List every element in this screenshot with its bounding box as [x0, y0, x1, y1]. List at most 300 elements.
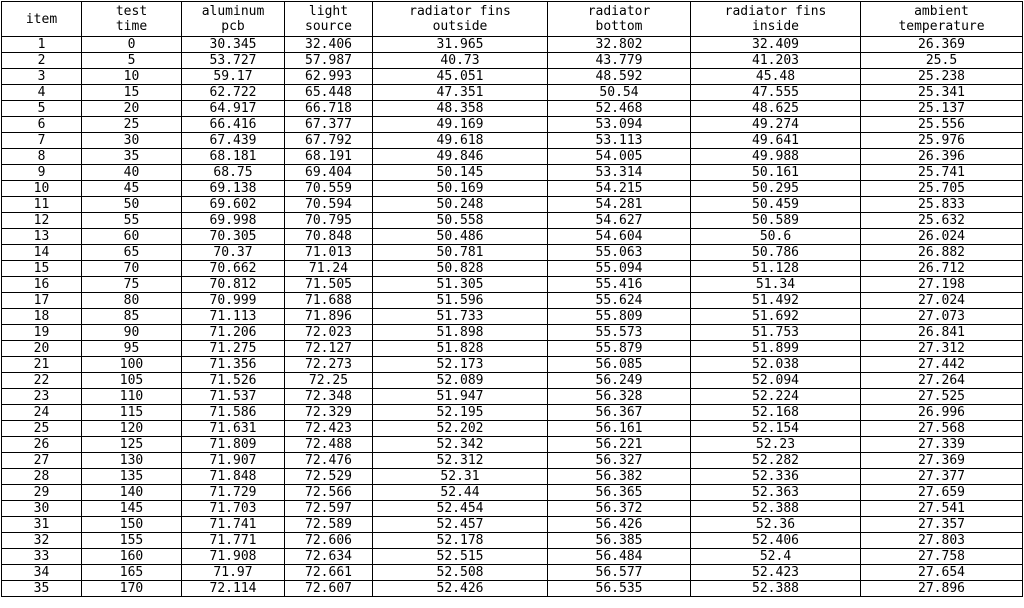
cell-item: 22	[2, 373, 82, 389]
cell-light-source: 67.792	[285, 133, 373, 149]
cell-aluminum-pcb: 71.586	[182, 405, 285, 421]
cell-test-time: 15	[82, 85, 182, 101]
cell-radiator-fins-inside: 52.406	[691, 533, 861, 549]
cell-item: 2	[2, 53, 82, 69]
cell-radiator-fins-outside: 52.312	[373, 453, 548, 469]
cell-radiator-fins-inside: 51.899	[691, 341, 861, 357]
cell-light-source: 66.718	[285, 101, 373, 117]
cell-test-time: 125	[82, 437, 182, 453]
cell-ambient-temperature: 27.659	[861, 485, 1023, 501]
cell-test-time: 90	[82, 325, 182, 341]
cell-light-source: 72.329	[285, 405, 373, 421]
header-label: item	[25, 11, 58, 27]
cell-radiator-bottom: 56.372	[548, 501, 691, 517]
table-row	[2, 309, 1023, 325]
cell-test-time: 110	[82, 389, 182, 405]
header-label: aluminum	[201, 4, 265, 19]
cell-aluminum-pcb: 68.75	[182, 165, 285, 181]
table-row	[2, 117, 1023, 133]
cell-aluminum-pcb: 62.722	[182, 85, 285, 101]
header-test-time	[82, 2, 182, 37]
cell-radiator-bottom: 56.328	[548, 389, 691, 405]
cell-light-source: 72.25	[285, 373, 373, 389]
cell-radiator-fins-outside: 48.358	[373, 101, 548, 117]
cell-radiator-fins-inside: 50.161	[691, 165, 861, 181]
cell-radiator-fins-outside: 51.828	[373, 341, 548, 357]
table-row	[2, 469, 1023, 485]
cell-aluminum-pcb: 67.439	[182, 133, 285, 149]
cell-radiator-fins-inside: 52.168	[691, 405, 861, 421]
header-label: test	[115, 4, 148, 19]
cell-item: 8	[2, 149, 82, 165]
cell-radiator-fins-inside: 52.154	[691, 421, 861, 437]
cell-light-source: 72.634	[285, 549, 373, 565]
header-light-source	[285, 2, 373, 37]
cell-radiator-fins-inside: 52.282	[691, 453, 861, 469]
cell-radiator-bottom: 56.327	[548, 453, 691, 469]
cell-radiator-fins-inside: 52.23	[691, 437, 861, 453]
cell-radiator-bottom: 56.535	[548, 581, 691, 597]
cell-aluminum-pcb: 70.999	[182, 293, 285, 309]
cell-radiator-fins-inside: 51.692	[691, 309, 861, 325]
cell-item: 6	[2, 117, 82, 133]
table-row	[2, 405, 1023, 421]
cell-ambient-temperature: 27.896	[861, 581, 1023, 597]
cell-radiator-bottom: 54.604	[548, 229, 691, 245]
cell-aluminum-pcb: 68.181	[182, 149, 285, 165]
cell-radiator-bottom: 56.367	[548, 405, 691, 421]
table-row	[2, 101, 1023, 117]
cell-light-source: 32.406	[285, 37, 373, 53]
cell-radiator-fins-inside: 49.988	[691, 149, 861, 165]
cell-radiator-fins-outside: 50.486	[373, 229, 548, 245]
header-label: outside	[432, 19, 488, 34]
cell-ambient-temperature: 27.264	[861, 373, 1023, 389]
cell-radiator-fins-inside: 49.274	[691, 117, 861, 133]
cell-radiator-bottom: 56.221	[548, 437, 691, 453]
cell-radiator-fins-outside: 49.846	[373, 149, 548, 165]
cell-radiator-fins-outside: 45.051	[373, 69, 548, 85]
cell-radiator-bottom: 56.161	[548, 421, 691, 437]
cell-test-time: 45	[82, 181, 182, 197]
cell-aluminum-pcb: 71.908	[182, 549, 285, 565]
cell-ambient-temperature: 27.568	[861, 421, 1023, 437]
cell-item: 4	[2, 85, 82, 101]
header-label: temperature	[898, 19, 985, 34]
cell-radiator-fins-outside: 49.169	[373, 117, 548, 133]
cell-ambient-temperature: 26.841	[861, 325, 1023, 341]
cell-light-source: 68.191	[285, 149, 373, 165]
cell-item: 18	[2, 309, 82, 325]
cell-ambient-temperature: 25.741	[861, 165, 1023, 181]
cell-test-time: 75	[82, 277, 182, 293]
cell-radiator-fins-outside: 31.965	[373, 37, 548, 53]
cell-aluminum-pcb: 64.917	[182, 101, 285, 117]
cell-item: 16	[2, 277, 82, 293]
cell-light-source: 70.795	[285, 213, 373, 229]
cell-aluminum-pcb: 71.526	[182, 373, 285, 389]
cell-radiator-fins-outside: 50.828	[373, 261, 548, 277]
cell-radiator-fins-outside: 51.898	[373, 325, 548, 341]
cell-radiator-fins-inside: 50.786	[691, 245, 861, 261]
table-row	[2, 341, 1023, 357]
cell-light-source: 72.488	[285, 437, 373, 453]
cell-item: 1	[2, 37, 82, 53]
cell-aluminum-pcb: 30.345	[182, 37, 285, 53]
cell-radiator-fins-outside: 49.618	[373, 133, 548, 149]
table-row	[2, 181, 1023, 197]
cell-radiator-fins-outside: 52.202	[373, 421, 548, 437]
cell-item: 15	[2, 261, 82, 277]
cell-radiator-fins-inside: 49.641	[691, 133, 861, 149]
cell-light-source: 71.505	[285, 277, 373, 293]
table-header	[2, 2, 1023, 37]
cell-item: 17	[2, 293, 82, 309]
cell-light-source: 71.896	[285, 309, 373, 325]
cell-radiator-fins-inside: 51.128	[691, 261, 861, 277]
cell-radiator-fins-outside: 52.457	[373, 517, 548, 533]
table-row	[2, 549, 1023, 565]
cell-radiator-fins-outside: 47.351	[373, 85, 548, 101]
cell-light-source: 72.127	[285, 341, 373, 357]
cell-radiator-fins-inside: 52.094	[691, 373, 861, 389]
cell-radiator-fins-inside: 51.753	[691, 325, 861, 341]
cell-ambient-temperature: 27.073	[861, 309, 1023, 325]
cell-item: 20	[2, 341, 82, 357]
cell-aluminum-pcb: 71.206	[182, 325, 285, 341]
cell-radiator-bottom: 53.094	[548, 117, 691, 133]
cell-ambient-temperature: 25.556	[861, 117, 1023, 133]
header-label: pcb	[221, 19, 245, 34]
table-row	[2, 293, 1023, 309]
header-label: inside	[752, 19, 799, 34]
cell-item: 24	[2, 405, 82, 421]
cell-radiator-bottom: 56.385	[548, 533, 691, 549]
cell-radiator-fins-outside: 52.173	[373, 357, 548, 373]
cell-light-source: 72.423	[285, 421, 373, 437]
cell-ambient-temperature: 25.632	[861, 213, 1023, 229]
table-row	[2, 389, 1023, 405]
cell-item: 13	[2, 229, 82, 245]
cell-item: 5	[2, 101, 82, 117]
cell-radiator-fins-outside: 52.44	[373, 485, 548, 501]
table-row	[2, 277, 1023, 293]
cell-ambient-temperature: 27.312	[861, 341, 1023, 357]
cell-light-source: 72.023	[285, 325, 373, 341]
cell-radiator-fins-inside: 52.336	[691, 469, 861, 485]
cell-item: 26	[2, 437, 82, 453]
cell-radiator-bottom: 54.627	[548, 213, 691, 229]
cell-aluminum-pcb: 71.631	[182, 421, 285, 437]
cell-aluminum-pcb: 71.537	[182, 389, 285, 405]
cell-ambient-temperature: 27.357	[861, 517, 1023, 533]
cell-test-time: 40	[82, 165, 182, 181]
table-row	[2, 261, 1023, 277]
header-radiator-fins-outside	[373, 2, 548, 37]
table-row	[2, 53, 1023, 69]
cell-test-time: 60	[82, 229, 182, 245]
cell-aluminum-pcb: 71.741	[182, 517, 285, 533]
cell-item: 29	[2, 485, 82, 501]
cell-radiator-bottom: 50.54	[548, 85, 691, 101]
header-label: radiator fins	[724, 4, 827, 19]
header-radiator-bottom	[548, 2, 691, 37]
table-row	[2, 581, 1023, 597]
cell-ambient-temperature: 25.238	[861, 69, 1023, 85]
cell-radiator-fins-inside: 51.492	[691, 293, 861, 309]
cell-light-source: 71.013	[285, 245, 373, 261]
cell-test-time: 80	[82, 293, 182, 309]
cell-item: 14	[2, 245, 82, 261]
cell-test-time: 130	[82, 453, 182, 469]
cell-radiator-bottom: 55.094	[548, 261, 691, 277]
cell-radiator-bottom: 55.573	[548, 325, 691, 341]
cell-radiator-bottom: 56.484	[548, 549, 691, 565]
cell-radiator-fins-outside: 51.596	[373, 293, 548, 309]
header-radiator-fins-inside	[691, 2, 861, 37]
cell-item: 3	[2, 69, 82, 85]
cell-test-time: 150	[82, 517, 182, 533]
cell-radiator-fins-inside: 52.423	[691, 565, 861, 581]
table-row	[2, 37, 1023, 53]
cell-radiator-bottom: 54.005	[548, 149, 691, 165]
cell-radiator-bottom: 55.063	[548, 245, 691, 261]
cell-radiator-bottom: 56.249	[548, 373, 691, 389]
cell-test-time: 70	[82, 261, 182, 277]
cell-aluminum-pcb: 71.848	[182, 469, 285, 485]
cell-ambient-temperature: 27.198	[861, 277, 1023, 293]
cell-light-source: 71.688	[285, 293, 373, 309]
cell-radiator-fins-inside: 45.48	[691, 69, 861, 85]
cell-ambient-temperature: 26.369	[861, 37, 1023, 53]
cell-aluminum-pcb: 71.703	[182, 501, 285, 517]
cell-radiator-fins-inside: 48.625	[691, 101, 861, 117]
table-body	[2, 37, 1023, 597]
cell-light-source: 67.377	[285, 117, 373, 133]
cell-aluminum-pcb: 53.727	[182, 53, 285, 69]
table-row	[2, 165, 1023, 181]
cell-item: 12	[2, 213, 82, 229]
header-label: source	[305, 19, 352, 34]
cell-ambient-temperature: 27.525	[861, 389, 1023, 405]
cell-ambient-temperature: 26.882	[861, 245, 1023, 261]
cell-ambient-temperature: 27.339	[861, 437, 1023, 453]
cell-radiator-fins-inside: 50.6	[691, 229, 861, 245]
cell-test-time: 85	[82, 309, 182, 325]
table-row	[2, 357, 1023, 373]
cell-aluminum-pcb: 69.998	[182, 213, 285, 229]
cell-ambient-temperature: 26.024	[861, 229, 1023, 245]
cell-ambient-temperature: 27.442	[861, 357, 1023, 373]
table-row	[2, 197, 1023, 213]
cell-test-time: 135	[82, 469, 182, 485]
header-label: radiator fins	[409, 4, 511, 19]
header-row	[2, 2, 1023, 37]
table-row	[2, 517, 1023, 533]
cell-light-source: 72.476	[285, 453, 373, 469]
cell-test-time: 120	[82, 421, 182, 437]
header-label: radiator	[587, 4, 651, 19]
cell-radiator-fins-inside: 52.36	[691, 517, 861, 533]
cell-radiator-fins-outside: 50.558	[373, 213, 548, 229]
table-row	[2, 133, 1023, 149]
temperature-data-table	[1, 1, 1023, 597]
cell-ambient-temperature: 25.705	[861, 181, 1023, 197]
cell-radiator-fins-outside: 52.508	[373, 565, 548, 581]
cell-test-time: 115	[82, 405, 182, 421]
cell-test-time: 145	[82, 501, 182, 517]
cell-aluminum-pcb: 71.907	[182, 453, 285, 469]
cell-light-source: 72.529	[285, 469, 373, 485]
cell-radiator-fins-outside: 51.305	[373, 277, 548, 293]
cell-aluminum-pcb: 70.305	[182, 229, 285, 245]
cell-aluminum-pcb: 71.97	[182, 565, 285, 581]
cell-radiator-bottom: 56.382	[548, 469, 691, 485]
cell-item: 10	[2, 181, 82, 197]
cell-light-source: 70.594	[285, 197, 373, 213]
cell-ambient-temperature: 27.803	[861, 533, 1023, 549]
cell-radiator-bottom: 43.779	[548, 53, 691, 69]
cell-test-time: 5	[82, 53, 182, 69]
cell-radiator-fins-outside: 52.342	[373, 437, 548, 453]
cell-radiator-fins-outside: 40.73	[373, 53, 548, 69]
cell-light-source: 72.661	[285, 565, 373, 581]
cell-item: 21	[2, 357, 82, 373]
table-row	[2, 533, 1023, 549]
cell-ambient-temperature: 26.996	[861, 405, 1023, 421]
cell-radiator-fins-outside: 51.947	[373, 389, 548, 405]
cell-light-source: 72.273	[285, 357, 373, 373]
cell-item: 31	[2, 517, 82, 533]
cell-test-time: 155	[82, 533, 182, 549]
cell-light-source: 72.589	[285, 517, 373, 533]
cell-item: 28	[2, 469, 82, 485]
cell-test-time: 10	[82, 69, 182, 85]
cell-aluminum-pcb: 71.809	[182, 437, 285, 453]
cell-radiator-fins-inside: 52.224	[691, 389, 861, 405]
table-row	[2, 565, 1023, 581]
cell-item: 9	[2, 165, 82, 181]
cell-radiator-fins-inside: 52.388	[691, 501, 861, 517]
cell-aluminum-pcb: 69.138	[182, 181, 285, 197]
cell-radiator-fins-outside: 52.089	[373, 373, 548, 389]
cell-test-time: 165	[82, 565, 182, 581]
cell-radiator-fins-inside: 47.555	[691, 85, 861, 101]
cell-ambient-temperature: 27.541	[861, 501, 1023, 517]
cell-radiator-bottom: 53.314	[548, 165, 691, 181]
table-row	[2, 485, 1023, 501]
cell-aluminum-pcb: 71.771	[182, 533, 285, 549]
cell-item: 32	[2, 533, 82, 549]
cell-radiator-fins-inside: 41.203	[691, 53, 861, 69]
cell-ambient-temperature: 27.654	[861, 565, 1023, 581]
cell-aluminum-pcb: 70.37	[182, 245, 285, 261]
cell-radiator-bottom: 55.809	[548, 309, 691, 325]
cell-test-time: 20	[82, 101, 182, 117]
cell-radiator-fins-inside: 51.34	[691, 277, 861, 293]
cell-radiator-fins-outside: 50.145	[373, 165, 548, 181]
cell-aluminum-pcb: 66.416	[182, 117, 285, 133]
table-row	[2, 229, 1023, 245]
cell-ambient-temperature: 27.024	[861, 293, 1023, 309]
cell-light-source: 70.848	[285, 229, 373, 245]
header-label: bottom	[595, 19, 643, 34]
cell-aluminum-pcb: 70.812	[182, 277, 285, 293]
cell-item: 25	[2, 421, 82, 437]
cell-ambient-temperature: 25.137	[861, 101, 1023, 117]
cell-item: 11	[2, 197, 82, 213]
cell-ambient-temperature: 25.833	[861, 197, 1023, 213]
cell-light-source: 72.606	[285, 533, 373, 549]
cell-radiator-fins-outside: 50.781	[373, 245, 548, 261]
cell-item: 19	[2, 325, 82, 341]
cell-ambient-temperature: 27.377	[861, 469, 1023, 485]
cell-aluminum-pcb: 71.275	[182, 341, 285, 357]
cell-ambient-temperature: 26.712	[861, 261, 1023, 277]
cell-radiator-bottom: 53.113	[548, 133, 691, 149]
cell-radiator-bottom: 54.281	[548, 197, 691, 213]
cell-radiator-fins-outside: 52.178	[373, 533, 548, 549]
header-item	[2, 2, 82, 37]
table-row	[2, 149, 1023, 165]
cell-aluminum-pcb: 72.114	[182, 581, 285, 597]
cell-light-source: 72.566	[285, 485, 373, 501]
table-row	[2, 421, 1023, 437]
cell-light-source: 72.597	[285, 501, 373, 517]
cell-ambient-temperature: 26.396	[861, 149, 1023, 165]
cell-radiator-fins-outside: 52.31	[373, 469, 548, 485]
cell-radiator-fins-inside: 50.589	[691, 213, 861, 229]
cell-test-time: 170	[82, 581, 182, 597]
cell-aluminum-pcb: 71.113	[182, 309, 285, 325]
cell-item: 27	[2, 453, 82, 469]
cell-ambient-temperature: 27.369	[861, 453, 1023, 469]
cell-radiator-fins-inside: 50.295	[691, 181, 861, 197]
cell-test-time: 100	[82, 357, 182, 373]
cell-radiator-fins-outside: 51.733	[373, 309, 548, 325]
header-label: light	[308, 4, 349, 19]
cell-item: 33	[2, 549, 82, 565]
cell-aluminum-pcb: 71.729	[182, 485, 285, 501]
cell-radiator-fins-outside: 52.515	[373, 549, 548, 565]
table-row	[2, 501, 1023, 517]
cell-aluminum-pcb: 71.356	[182, 357, 285, 373]
cell-radiator-fins-inside: 52.038	[691, 357, 861, 373]
cell-item: 35	[2, 581, 82, 597]
cell-item: 30	[2, 501, 82, 517]
cell-test-time: 50	[82, 197, 182, 213]
cell-radiator-fins-outside: 50.169	[373, 181, 548, 197]
cell-test-time: 0	[82, 37, 182, 53]
cell-radiator-bottom: 48.592	[548, 69, 691, 85]
cell-light-source: 72.607	[285, 581, 373, 597]
cell-radiator-bottom: 56.365	[548, 485, 691, 501]
cell-aluminum-pcb: 69.602	[182, 197, 285, 213]
cell-radiator-fins-outside: 52.426	[373, 581, 548, 597]
table-row	[2, 373, 1023, 389]
cell-radiator-bottom: 55.624	[548, 293, 691, 309]
cell-light-source: 71.24	[285, 261, 373, 277]
cell-radiator-fins-inside: 52.363	[691, 485, 861, 501]
cell-aluminum-pcb: 70.662	[182, 261, 285, 277]
cell-ambient-temperature: 25.976	[861, 133, 1023, 149]
cell-radiator-fins-inside: 52.4	[691, 549, 861, 565]
table-row	[2, 453, 1023, 469]
cell-test-time: 55	[82, 213, 182, 229]
cell-test-time: 140	[82, 485, 182, 501]
table-row	[2, 85, 1023, 101]
cell-light-source: 57.987	[285, 53, 373, 69]
